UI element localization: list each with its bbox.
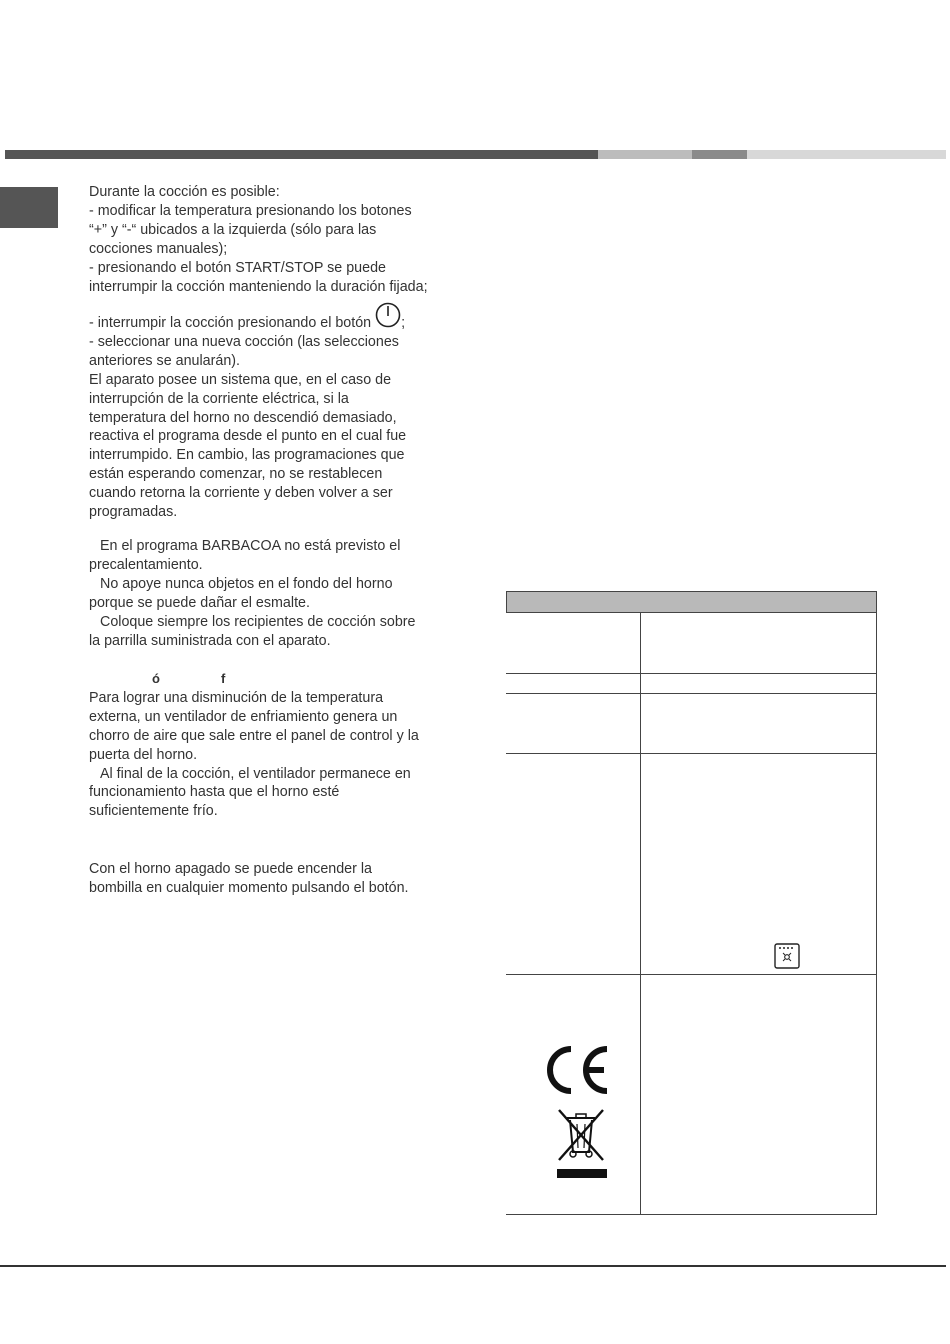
text-line: Para lograr una disminución de la temperatura	[89, 689, 384, 706]
table-divider	[640, 612, 641, 1214]
text-span: Al final de la cocción, el ventilador permanece en	[100, 765, 411, 782]
oven-lamp-icon	[774, 943, 800, 969]
cooling-section	[89, 670, 459, 821]
bar-segment-mid	[692, 150, 747, 159]
text-line: - modificar la temperatura presionando los botones	[89, 202, 412, 219]
table-rule	[506, 693, 877, 694]
table-divider	[876, 591, 877, 1215]
text-line: El aparato posee un sistema que, en el caso de	[89, 371, 392, 388]
text-line	[89, 613, 459, 632]
text-line: interrupción de la corriente eléctrica, si la	[89, 390, 349, 407]
text-line: están esperando comenzar, no se restablecen	[89, 466, 383, 483]
text-span: En el programa BARBACOA no está previsto el	[100, 538, 401, 554]
text-span: No apoye nunca objetos en el fondo del horno	[100, 575, 393, 592]
power-icon	[375, 309, 401, 327]
text-span: ;	[401, 315, 406, 331]
text-line: - presionando el botón START/STOP se puede	[89, 259, 386, 276]
text-line: Con el horno apagado se puede encender la	[89, 861, 372, 877]
section-heading	[89, 670, 459, 689]
table-rule	[506, 974, 877, 975]
table-rule	[506, 1214, 877, 1215]
notes-paragraph	[89, 537, 459, 650]
text-line	[89, 309, 459, 333]
crossed-bin-icon	[555, 1108, 609, 1180]
heading-char: ó	[152, 671, 160, 686]
text-line: bombilla en cualquier momento pulsando el botón.	[89, 879, 409, 896]
bar-segment-dark	[5, 150, 598, 159]
bar-segment-light	[598, 150, 692, 159]
text-span: - interrumpir la cocción presionando el botón	[89, 315, 372, 331]
bar-segment-pale	[747, 150, 946, 159]
heading-char: f	[220, 671, 226, 686]
text-line: temperatura del horno no descendió demasiado,	[89, 409, 397, 426]
text-line: interrumpido. En cambio, las programaciones que	[89, 447, 405, 464]
text-line: cuando retorna la corriente y deben volver a ser	[89, 485, 393, 502]
text-line: suficientemente frío.	[89, 803, 218, 820]
text-line: “+” y “-“ ubicados a la izquierda (sólo para las	[89, 221, 377, 238]
text-line: porque se puede dañar el esmalte.	[89, 594, 310, 611]
text-line: funcionamiento hasta que el horno esté	[89, 784, 340, 801]
footer-rule	[0, 1265, 946, 1267]
table-rule	[506, 753, 877, 754]
text-span: Coloque siempre los recipientes de cocción sobre	[100, 613, 416, 630]
info-table	[506, 591, 877, 1215]
table-rule	[506, 673, 877, 674]
text-line	[89, 765, 459, 784]
text-line: chorro de aire que sale entre el panel de control y la	[89, 727, 419, 744]
lamp-paragraph	[89, 860, 459, 898]
text-line: - seleccionar una nueva cocción (las selecciones	[89, 333, 399, 350]
text-line: la parrilla suministrada con el aparato.	[89, 632, 331, 649]
text-line: anteriores se anularán).	[89, 352, 240, 369]
text-line	[89, 537, 459, 556]
text-line: externa, un ventilador de enfriamiento genera un	[89, 708, 398, 725]
language-tab	[0, 187, 58, 228]
interrupt-paragraph	[89, 309, 459, 522]
text-line: precalentamiento.	[89, 556, 203, 573]
table-header	[506, 591, 877, 613]
text-line: puerta del horno.	[89, 746, 198, 763]
text-line: programadas.	[89, 504, 178, 521]
cooking-options-paragraph	[89, 183, 459, 296]
header-color-bar	[5, 150, 946, 159]
text-line: Durante la cocción es posible:	[89, 184, 280, 200]
text-line: reactiva el programa desde el punto en el cual fue	[89, 428, 407, 445]
text-line: cocciones manuales);	[89, 240, 228, 257]
ce-mark-icon	[544, 1043, 610, 1097]
text-line: interrumpir la cocción manteniendo la duración fijada;	[89, 278, 428, 295]
text-line	[89, 575, 459, 594]
